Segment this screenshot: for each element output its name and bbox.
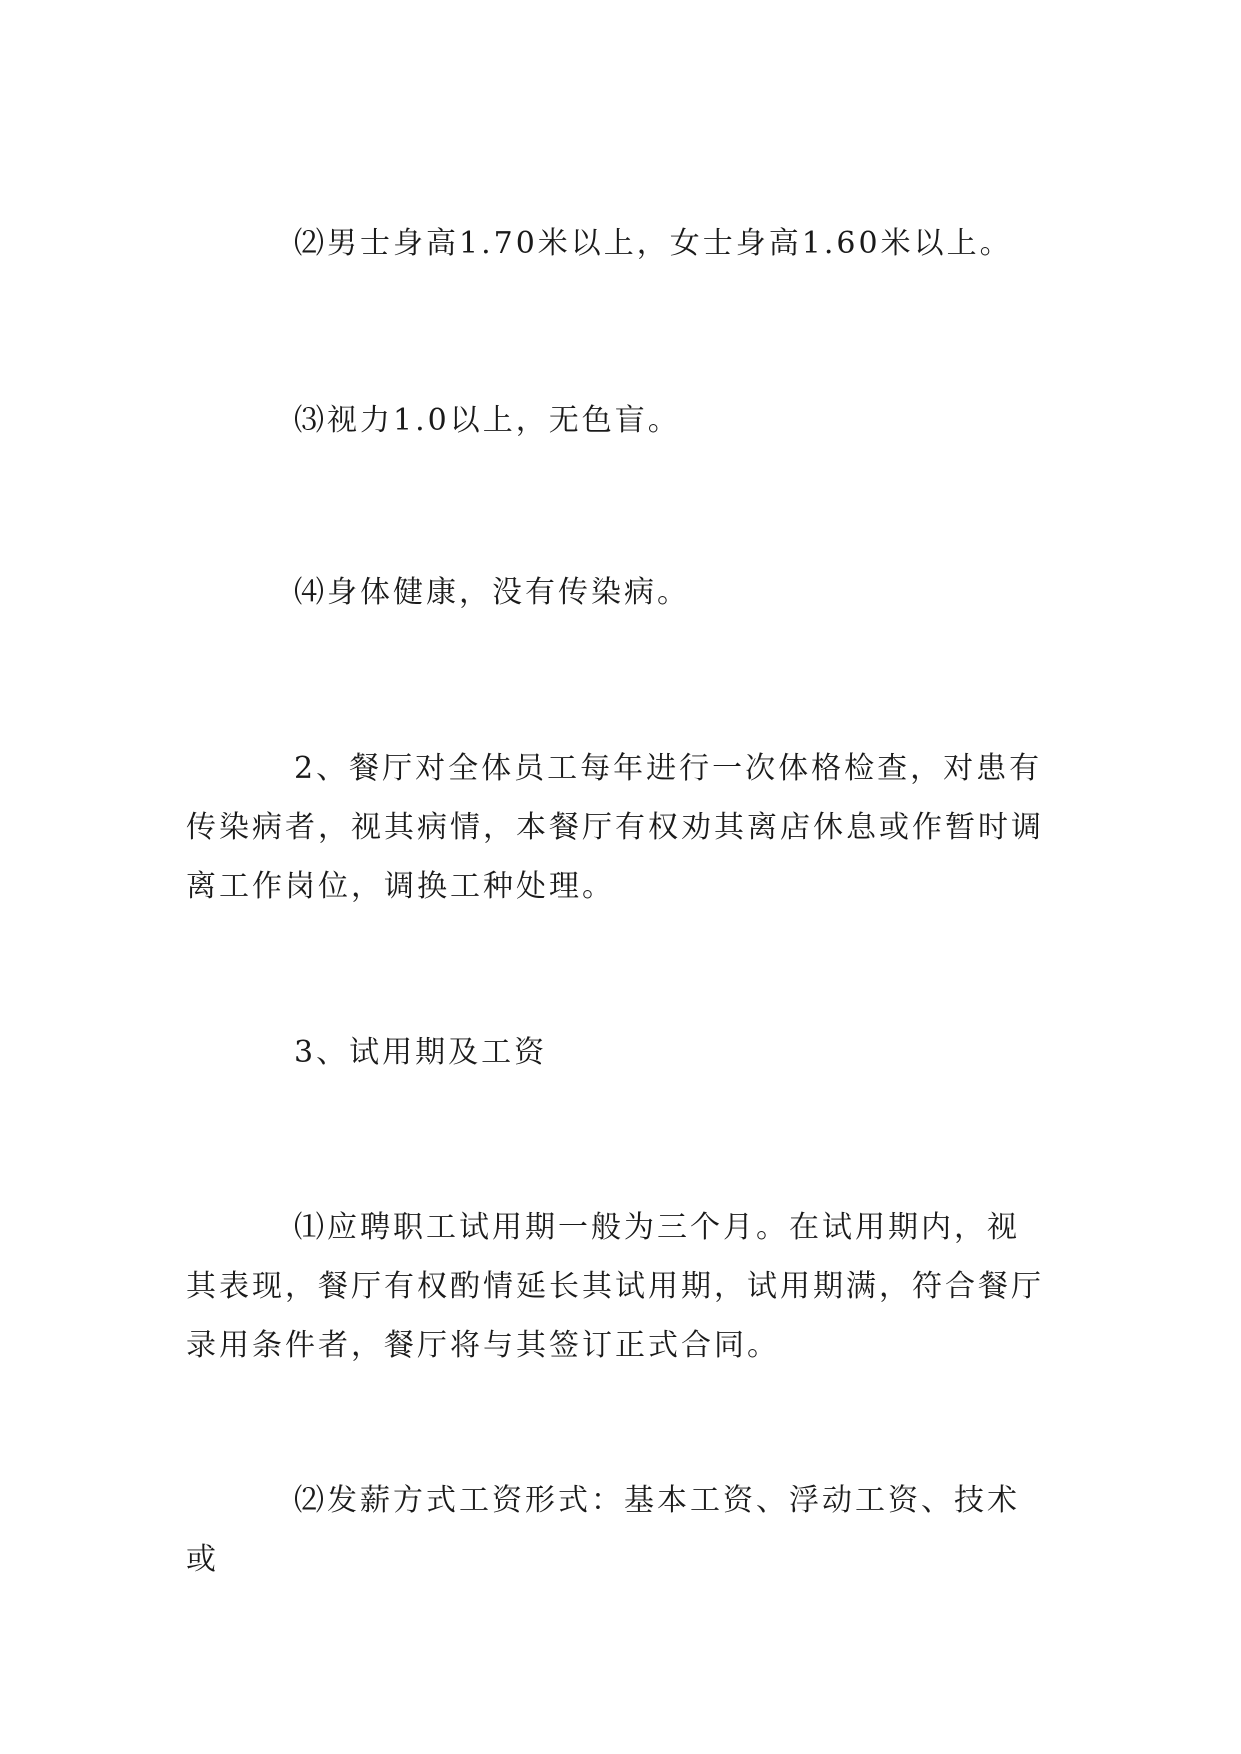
probation-period-paragraph: ⑴应聘职工试用期一般为三个月。在试用期内，视其表现，餐厅有权酌情延长其试用期，试用期满，符合餐厅录用条件者，餐厅将与其签订正式合同。 (186, 1210, 1044, 1363)
salary-method-paragraph: ⑵发薪方式工资形式：基本工资、浮动工资、技术或 (186, 1483, 1020, 1577)
physical-exam-paragraph: 2、餐厅对全体员工每年进行一次体格检查，对患有传染病者，视其病情，本餐厅有权劝其离店休息或作暂时调离工作岗位，调换工种处理。 (186, 751, 1044, 904)
health-requirement-paragraph: ⑷身体健康，没有传染病。 (294, 575, 690, 610)
probation-heading: 3、试用期及工资 (294, 1035, 548, 1070)
height-requirement-paragraph: ⑵男士身高1.70米以上，女士身高1.60米以上。 (294, 226, 1013, 261)
vision-requirement-paragraph: ⑶视力1.0以上，无色盲。 (294, 403, 681, 438)
